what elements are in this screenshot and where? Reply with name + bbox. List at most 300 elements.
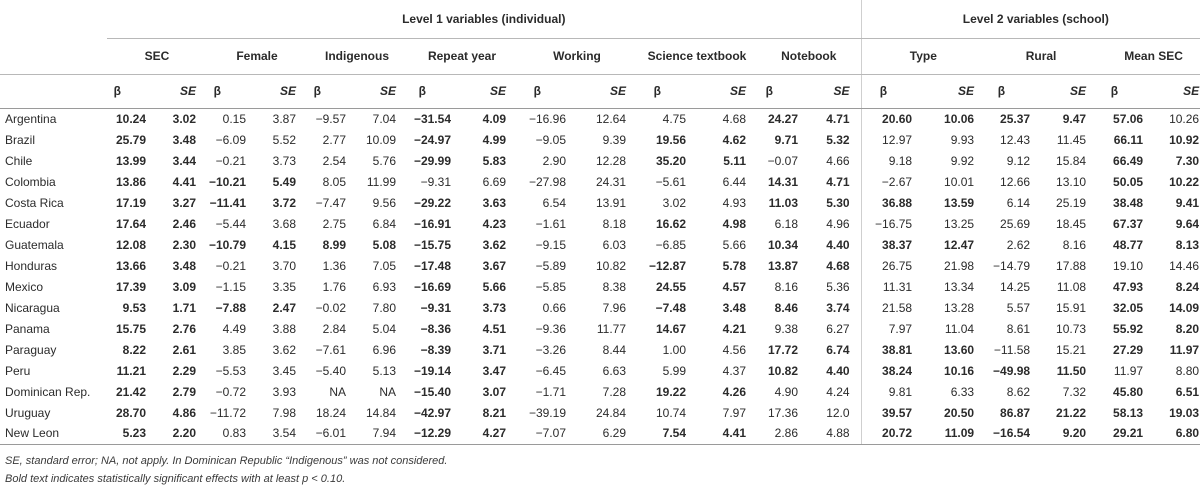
se-cell: 15.91 [1056,300,1087,315]
country-name: Nicaragua [5,300,60,315]
se-cell: 9.92 [950,153,975,168]
beta-cell: −27.98 [528,174,566,189]
beta-cell: 8.62 [1006,384,1031,399]
se-cell: 4.37 [722,363,746,378]
beta-cell: 1.00 [662,342,686,357]
se-cell: 6.33 [950,384,975,399]
beta-cell: 17.36 [767,405,798,420]
beta-cell: 67.37 [1113,216,1144,231]
se-cell: 9.64 [1175,216,1200,231]
se-cell: 3.48 [172,132,196,147]
se-cell: 10.73 [1056,321,1087,336]
se-cell: 6.29 [577,423,637,444]
se-cell: NA [379,384,396,399]
beta-cell: 10.74 [655,405,686,420]
beta-cell: 5.57 [1006,300,1031,315]
se-cell: 2.20 [157,423,207,444]
se-cell: 3.93 [272,384,296,399]
se-cell: 4.26 [722,384,746,399]
beta-cell: 10.24 [115,111,146,126]
se-cell: 4.71 [826,111,850,126]
beta-cell: NA [329,384,346,399]
se-cell: 14.84 [365,405,396,420]
beta-cell: 14.67 [655,321,686,336]
beta-cell: 2.84 [322,321,346,336]
beta-cell: 21.58 [861,297,923,318]
se-cell: 17.88 [1056,258,1087,273]
beta-cell: 7.97 [861,318,923,339]
beta-cell: 38.37 [861,234,923,255]
se-cell: 9.41 [1175,195,1200,210]
beta-cell: −6.45 [535,363,566,378]
se-cell: 3.48 [722,300,746,315]
se-cell: 8.13 [1175,237,1200,252]
beta-cell: −10.79 [208,237,246,252]
se-cell: 3.68 [272,216,296,231]
beta-cell: −11.72 [209,405,246,420]
se-cell: 13.25 [944,216,975,231]
beta-header: β [757,74,809,108]
beta-cell: −10.21 [208,174,246,189]
country-name: Paraguay [5,342,57,357]
beta-cell: 9.81 [861,381,923,402]
se-cell: 7.05 [372,258,396,273]
footnote-significance: Bold text indicates statistically significant effects with at least p < 0.10. [5,473,346,485]
beta-cell: −16.91 [413,216,451,231]
se-cell: 3.87 [272,111,296,126]
beta-cell: 35.20 [655,153,686,168]
table-row [0,360,1200,381]
beta-cell: −16.54 [985,423,1041,444]
se-cell: 6.51 [1175,384,1200,399]
se-cell: 4.99 [482,132,506,147]
beta-header: β [207,74,257,108]
country-name: Peru [5,363,31,378]
beta-cell: −0.21 [215,258,246,273]
beta-cell: 8.99 [322,237,346,252]
beta-cell: 9.18 [861,150,923,171]
beta-cell: −7.61 [315,342,346,357]
beta-cell: −9.05 [535,132,566,147]
beta-cell: 17.19 [115,195,146,210]
country-name: Colombia [5,174,56,189]
beta-cell: −8.39 [420,342,451,357]
se-cell: 5.78 [722,258,746,273]
beta-cell: −0.21 [215,153,246,168]
table-row [0,381,1200,402]
se-cell: 3.44 [172,153,196,168]
se-cell: 4.68 [722,111,746,126]
table-row [0,192,1200,213]
se-cell: 4.15 [272,237,296,252]
beta-cell: −0.07 [767,153,798,168]
beta-cell: 4.49 [222,321,246,336]
se-cell: 9.47 [1062,111,1087,126]
table-row [0,171,1200,192]
se-cell: 3.02 [172,111,196,126]
se-cell: 9.39 [602,132,626,147]
se-cell: 3.35 [272,279,296,294]
country-name: Chile [5,153,33,168]
beta-cell: 16.62 [655,216,686,231]
se-cell: 24.31 [595,174,626,189]
country-name: Honduras [5,258,58,273]
beta-cell: −1.61 [535,216,566,231]
table-row [0,339,1200,360]
beta-cell: −9.31 [420,300,451,315]
country-name: Brazil [5,132,36,147]
variable-header: Indigenous [307,38,407,74]
beta-cell: 8.05 [322,174,346,189]
se-cell: 10.92 [1169,132,1200,147]
se-cell: 13.10 [1056,174,1087,189]
se-cell: 8.16 [1062,237,1087,252]
beta-cell: −5.61 [655,174,686,189]
beta-cell: 10.34 [767,237,798,252]
beta-cell: 2.62 [1006,237,1031,252]
beta-cell: −7.07 [517,423,577,444]
se-cell: 11.50 [1056,363,1087,378]
beta-cell: −16.96 [528,111,566,126]
level2-group-header: Level 2 variables (school) [861,0,1200,38]
se-cell: 24.84 [595,405,626,420]
beta-header: β [407,74,462,108]
beta-cell: −16.75 [861,213,923,234]
beta-cell: 8.16 [774,279,798,294]
beta-cell: 0.66 [542,300,566,315]
country-name: Ecuador [5,216,50,231]
se-cell: 3.62 [272,342,296,357]
beta-cell: −11.58 [993,342,1031,357]
se-cell: 11.45 [1056,132,1087,147]
table-row [0,402,1200,423]
se-cell: 13.59 [944,195,975,210]
beta-cell: −17.48 [413,258,451,273]
beta-header: β [637,74,697,108]
se-cell: 12.0 [826,405,850,420]
se-cell: 11.97 [1169,342,1200,357]
se-cell: 5.36 [826,279,850,294]
beta-cell: 9.53 [122,300,146,315]
se-header: SE [1154,74,1200,108]
se-cell: 20.50 [944,405,975,420]
se-cell: 2.76 [172,321,196,336]
se-cell: 4.27 [462,423,517,444]
se-cell: 7.98 [272,405,296,420]
se-cell: 4.21 [722,321,746,336]
se-cell: 4.62 [722,132,746,147]
se-cell: 3.07 [482,384,506,399]
beta-cell: −7.88 [215,300,246,315]
se-cell: 8.20 [1175,321,1200,336]
beta-cell: 48.77 [1113,237,1144,252]
beta-cell: 57.06 [1113,111,1144,126]
se-cell: 12.64 [595,111,626,126]
se-cell: 6.27 [826,321,850,336]
corner-cell [0,0,107,38]
table-row [0,297,1200,318]
beta-cell: 2.77 [322,132,346,147]
se-cell: 6.80 [1154,423,1200,444]
country-name: Costa Rica [5,195,64,210]
se-cell: 4.98 [722,216,746,231]
beta-cell: 9.71 [774,132,798,147]
se-cell: 4.23 [482,216,506,231]
se-cell: 1.71 [172,300,196,315]
beta-cell: 4.75 [662,111,686,126]
beta-cell: −6.01 [307,423,357,444]
se-cell: 5.76 [372,153,396,168]
se-cell: 3.88 [272,321,296,336]
beta-cell: 2.86 [757,423,809,444]
se-cell: 3.48 [172,258,196,273]
se-cell: 4.68 [826,258,850,273]
beta-cell: 21.42 [115,384,146,399]
se-cell: 2.79 [172,384,196,399]
beta-cell: 24.27 [767,111,798,126]
beta-cell: −39.19 [528,405,566,420]
se-cell: 3.71 [482,342,506,357]
beta-cell: 10.82 [767,363,798,378]
se-cell: 4.71 [826,174,850,189]
beta-cell: 25.79 [115,132,146,147]
se-cell: 14.46 [1169,258,1200,273]
beta-cell: 18.24 [315,405,346,420]
beta-cell: −6.09 [215,132,246,147]
se-cell: 5.52 [272,132,296,147]
se-cell: 21.22 [1056,405,1087,420]
se-cell: 9.93 [950,132,975,147]
se-cell: 21.98 [944,258,975,273]
beta-cell: 11.97 [1113,363,1144,378]
se-cell: 8.44 [602,342,626,357]
footnote-abbreviations: SE, standard error; NA, not apply. In Dominican Republic “Indigenous” was not considered. [5,455,448,467]
se-cell: 4.41 [172,174,196,189]
se-cell: 14.09 [1169,300,1200,315]
se-cell: 13.28 [944,300,975,315]
se-header: SE [697,74,757,108]
beta-cell: 13.86 [115,174,146,189]
beta-cell: 0.15 [222,111,246,126]
beta-cell: 45.80 [1113,384,1144,399]
se-cell: 6.69 [482,174,506,189]
beta-cell: 15.75 [115,321,146,336]
variable-header-row [0,38,1200,74]
corner-cell [0,74,107,108]
beta-cell: −5.40 [315,363,346,378]
se-header: SE [923,74,985,108]
se-cell: 5.32 [826,132,850,147]
beta-cell: −19.14 [413,363,451,378]
beta-cell: 26.75 [861,255,923,276]
se-cell: 6.03 [602,237,626,252]
country-name: Dominican Rep. [5,384,91,399]
beta-cell: −29.99 [413,153,451,168]
beta-cell: 9.12 [1006,153,1031,168]
se-cell: 11.09 [923,423,985,444]
beta-cell: 6.54 [542,195,566,210]
se-cell: 7.04 [372,111,396,126]
table-row [0,129,1200,150]
se-cell: 25.19 [1056,195,1087,210]
beta-cell: −12.29 [407,423,462,444]
se-cell: 3.70 [272,258,296,273]
se-cell: 7.97 [722,405,746,420]
se-cell: 5.66 [482,279,506,294]
se-cell: 8.80 [1175,363,1200,378]
se-cell: 2.46 [172,216,196,231]
beta-cell: 47.93 [1113,279,1144,294]
beta-cell: −42.97 [413,405,451,420]
se-cell: 8.38 [602,279,626,294]
table-body [0,108,1200,444]
se-cell: 11.99 [366,174,396,189]
beta-cell: 2.54 [322,153,346,168]
beta-cell: 3.85 [222,342,246,357]
beta-cell: 12.08 [115,237,146,252]
beta-cell: −9.31 [420,174,451,189]
beta-cell: −5.44 [215,216,246,231]
variable-header: Rural [985,38,1097,74]
se-cell: 2.61 [172,342,196,357]
beta-cell: −9.15 [535,237,566,252]
se-cell: 4.40 [826,363,850,378]
beta-cell: 7.54 [637,423,697,444]
variable-header: Female [207,38,307,74]
se-cell: 18.45 [1056,216,1087,231]
beta-cell: 38.24 [861,360,923,381]
se-cell: 11.77 [596,321,626,336]
beta-cell: 5.99 [662,363,686,378]
se-cell: 15.21 [1056,342,1087,357]
beta-cell: −3.26 [535,342,566,357]
beta-cell: 36.88 [861,192,923,213]
beta-header: β [1097,74,1154,108]
se-cell: 7.28 [602,384,626,399]
beta-cell: 13.66 [115,258,146,273]
se-cell: 12.28 [595,153,626,168]
variable-header: Mean SEC [1097,38,1200,74]
beta-cell: −0.72 [215,384,246,399]
se-cell: 5.13 [372,363,396,378]
se-cell: 3.27 [172,195,196,210]
se-cell: 5.04 [372,321,396,336]
country-name: Mexico [5,279,44,294]
beta-cell: −12.87 [648,258,686,273]
beta-cell: 14.25 [1000,279,1031,294]
se-cell: 4.40 [826,237,850,252]
se-cell: 3.73 [482,300,506,315]
table-row [0,423,1200,444]
se-header: SE [1041,74,1097,108]
beta-cell: 13.99 [115,153,146,168]
se-cell: 3.09 [172,279,196,294]
se-cell: 13.34 [944,279,975,294]
se-cell: 13.60 [944,342,975,357]
table-row [0,276,1200,297]
variable-header: SEC [107,38,207,74]
variable-header: Working [517,38,637,74]
beta-cell: 17.72 [767,342,798,357]
beta-cell: 6.14 [1006,195,1031,210]
beta-cell: 19.22 [655,384,686,399]
se-header: SE [357,74,407,108]
level1-group-header: Level 1 variables (individual) [107,0,861,38]
se-cell: 4.88 [809,423,861,444]
beta-cell: 86.87 [1000,405,1031,420]
se-cell: 2.30 [172,237,196,252]
se-cell: 4.56 [722,342,746,357]
se-cell: 5.83 [482,153,506,168]
variable-header: Repeat year [407,38,517,74]
beta-header: β [517,74,577,108]
beta-cell: 8.46 [774,300,798,315]
se-header: SE [157,74,207,108]
beta-cell: 50.05 [1113,174,1144,189]
variable-header: Type [861,38,985,74]
se-cell: 7.94 [357,423,407,444]
se-cell: 5.30 [826,195,850,210]
se-cell: 4.66 [826,153,850,168]
corner-cell [0,38,107,74]
beta-cell: 27.29 [1113,342,1144,357]
beta-cell: −8.36 [420,321,451,336]
beta-cell: 17.39 [115,279,146,294]
se-cell: 10.82 [595,258,626,273]
beta-cell: 58.13 [1113,405,1144,420]
se-cell: 4.86 [172,405,196,420]
se-cell: 3.72 [272,195,296,210]
se-cell: 4.24 [826,384,850,399]
beta-cell: 12.97 [861,129,923,150]
beta-cell: −1.71 [535,384,566,399]
se-cell: 7.96 [602,300,626,315]
beta-cell: 32.05 [1113,300,1144,315]
beta-cell: −14.79 [993,258,1031,273]
beta-cell: 11.03 [768,195,798,210]
beta-cell: −49.98 [993,363,1031,378]
se-cell: 8.21 [482,405,506,420]
se-cell: 11.04 [944,321,975,336]
beta-cell: 11.21 [116,363,146,378]
beta-cell: 2.90 [542,153,566,168]
se-cell: 3.63 [482,195,506,210]
beta-cell: −9.57 [315,111,346,126]
se-cell: 4.09 [482,111,506,126]
se-cell: 6.96 [372,342,396,357]
beta-cell: −5.89 [535,258,566,273]
beta-cell: −5.53 [215,363,246,378]
se-cell: 7.80 [372,300,396,315]
beta-cell: 3.02 [662,195,686,210]
beta-cell: 12.43 [1000,132,1031,147]
beta-cell: 4.90 [774,384,798,399]
se-cell: 12.47 [944,237,975,252]
beta-cell: −9.36 [535,321,566,336]
beta-cell: 20.72 [861,423,923,444]
beta-cell: 5.23 [107,423,157,444]
beta-cell: 8.22 [122,342,146,357]
se-cell: 5.11 [723,153,746,168]
country-name: Argentina [5,111,57,126]
beta-cell: 9.38 [774,321,798,336]
stat-header-row [0,74,1200,108]
se-cell: 10.09 [365,132,396,147]
se-cell: 8.18 [602,216,626,231]
beta-cell: −15.40 [413,384,451,399]
beta-cell: 8.61 [1006,321,1031,336]
se-cell: 7.32 [1062,384,1087,399]
